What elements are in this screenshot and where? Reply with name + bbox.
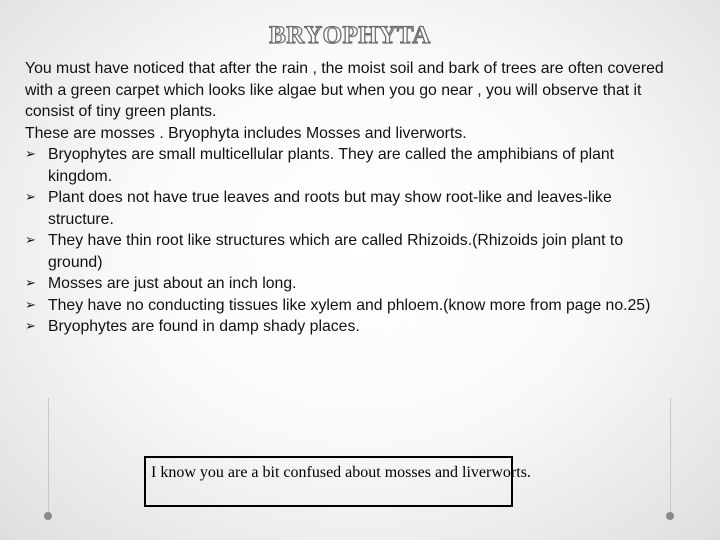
frame-line-left xyxy=(48,398,49,516)
frame-dot-right xyxy=(666,512,674,520)
frame-dot-left xyxy=(44,512,52,520)
bullet-item xyxy=(25,273,665,295)
arrow-bullet-icon: ➢ xyxy=(25,147,36,162)
arrow-bullet-icon: ➢ xyxy=(25,190,36,205)
arrow-bullet-icon: ➢ xyxy=(25,233,36,248)
note-text: I know you are a bit confused about mosses and liverworts. xyxy=(151,464,531,481)
bullet-item xyxy=(25,316,665,338)
arrow-bullet-icon: ➢ xyxy=(25,297,36,313)
frame-line-right xyxy=(670,398,671,516)
bullet-list xyxy=(25,144,665,338)
bullet-text: They have thin root like structures which are called Rhizoids.(Rhizoids join plant to ground) xyxy=(48,232,624,271)
bullet-text: Plant does not have true leaves and roots but may show root-like and leaves-like structure. xyxy=(48,189,612,228)
bullet-text: Mosses are just about an inch long. xyxy=(48,275,297,292)
bullet-item xyxy=(25,187,665,230)
intro-paragraph: You must have noticed that after the rain , the moist soil and bark of trees are often covered with a green carpet which looks like algae but when you go near , you will observe that it consist of tiny green plants. xyxy=(25,60,664,120)
bullet-text: Bryophytes are small multicellular plants. They are called the amphibians of plant kingdom. xyxy=(48,146,615,185)
slide-title: BRYOPHYTA xyxy=(269,22,431,49)
mosses-paragraph: These are mosses . Bryophyta includes Mosses and liverworts. xyxy=(25,124,467,142)
bullet-item xyxy=(25,230,665,273)
bullet-text: Bryophytes are found in damp shady places. xyxy=(48,318,360,335)
bullet-text: They have no conducting tissues like xylem and phloem.(know more from page no.25) xyxy=(48,296,651,314)
bullet-item xyxy=(25,144,665,187)
arrow-bullet-icon: ➢ xyxy=(25,319,36,334)
arrow-bullet-icon: ➢ xyxy=(25,276,36,291)
bullet-item xyxy=(25,295,665,317)
body-text xyxy=(25,58,665,338)
